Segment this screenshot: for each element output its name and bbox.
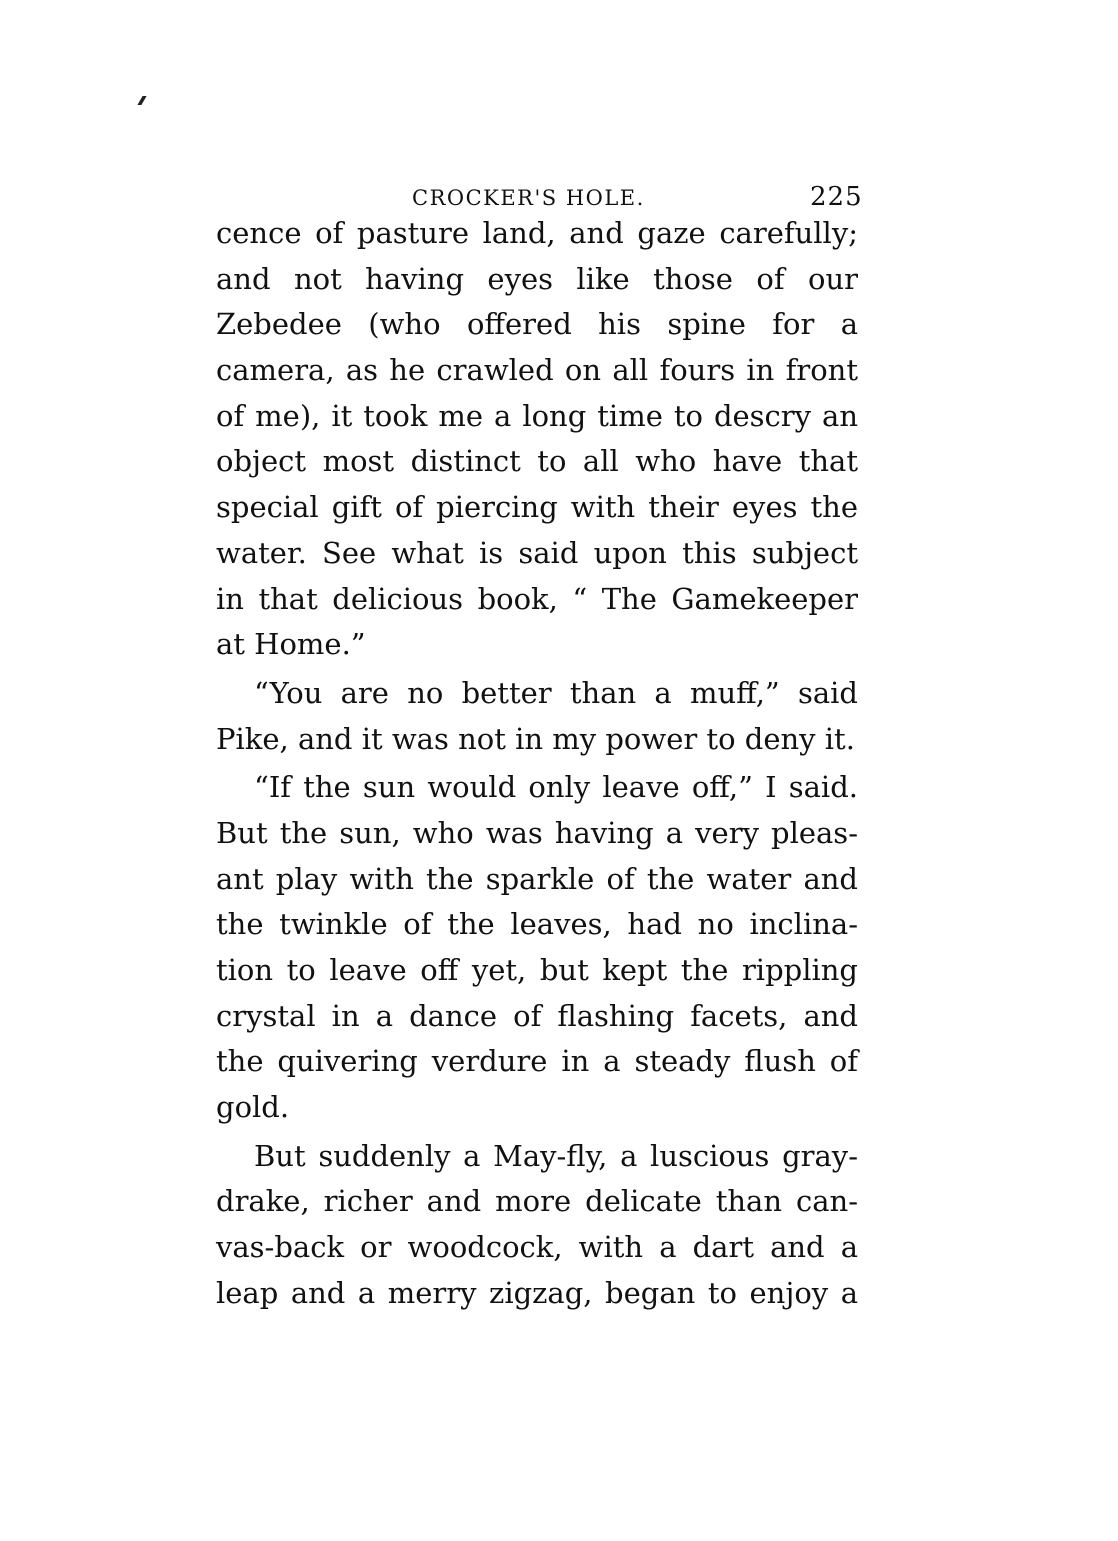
text-line: special gift of piercing with their eyes the: [216, 490, 858, 525]
page-number: 225: [810, 182, 863, 212]
text-line: But the sun, who was having a very pleas-: [216, 815, 858, 850]
text-line: ant play with the sparkle of the water and: [216, 861, 858, 896]
text-line: the twinkle of the leaves, had no inclina-: [216, 907, 858, 942]
body-text: [216, 211, 858, 1317]
text-line: Pike, and it was not in my power to deny it.: [216, 721, 855, 756]
text-line: drake, richer and more delicate than can-: [216, 1184, 858, 1219]
text-line: of me), it took me a long time to descry an: [216, 398, 858, 433]
text-line: water. See what is said upon this subject: [216, 535, 858, 570]
text-line: vas-back or woodcock, with a dart and a: [216, 1230, 858, 1265]
text-line: crystal in a dance of flashing facets, and: [216, 998, 858, 1033]
paragraph-4: [216, 1134, 858, 1317]
text-line: But suddenly a May-fly, a luscious gray-: [254, 1138, 858, 1173]
running-title: CROCKER'S HOLE.: [412, 186, 645, 210]
stray-ink-mark: [137, 96, 146, 105]
text-line: the quivering verdure in a steady flush of: [216, 1044, 858, 1079]
text-line: tion to leave off yet, but kept the rippling: [216, 953, 858, 987]
text-line: “You are no better than a muff,” said: [254, 675, 858, 710]
paragraph-1: [216, 211, 858, 668]
text-line: gold.: [216, 1090, 290, 1125]
text-line: Zebedee (who offered his spine for a: [216, 307, 858, 342]
text-line: at Home.”: [216, 627, 366, 662]
paragraph-3: [216, 765, 858, 1131]
text-line: “If the sun would only leave off,” I said.: [254, 770, 858, 805]
text-line: cence of pasture land, and gaze carefully;: [216, 216, 858, 250]
text-line: and not having eyes like those of our: [216, 261, 858, 296]
paragraph-2: [216, 671, 858, 762]
text-line: camera, as he crawled on all fours in front: [216, 353, 858, 388]
text-line: object most distinct to all who have that: [216, 444, 858, 479]
text-line: in that delicious book, “ The Gamekeeper: [216, 581, 858, 616]
text-line: leap and a merry zigzag, began to enjoy a: [216, 1275, 858, 1310]
